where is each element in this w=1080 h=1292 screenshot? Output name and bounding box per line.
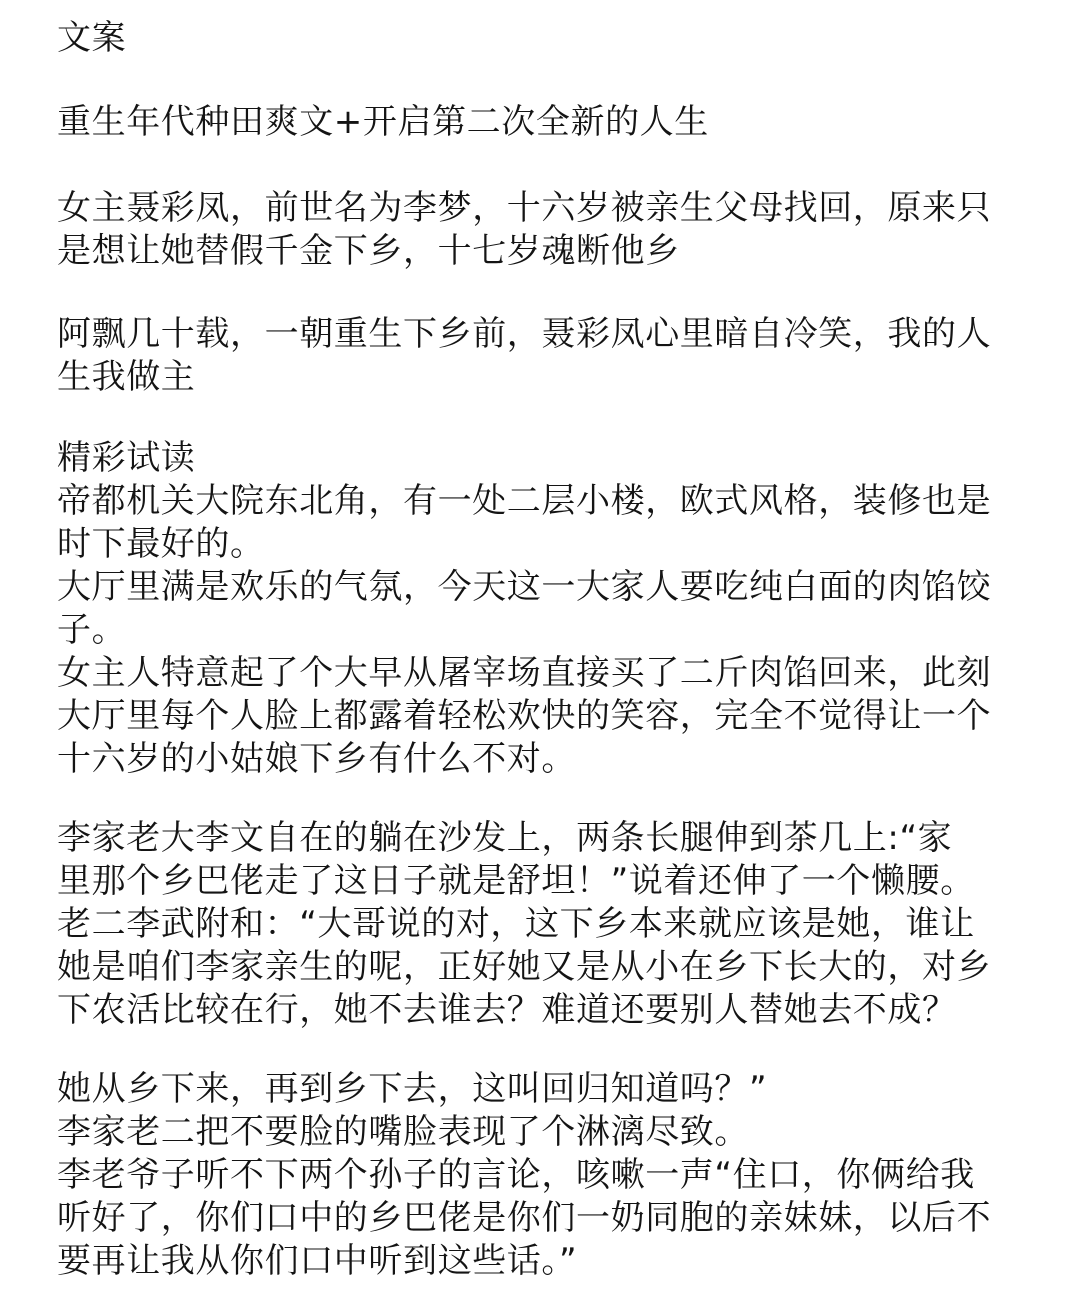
- excerpt-line: 李家老二把不要脸的嘴脸表现了个淋漓尽致。: [57, 1112, 749, 1152]
- synopsis-line: 阿飘几十载，一朝重生下乡前，聂彩凤心里暗自冷笑，我的人: [57, 314, 992, 354]
- excerpt-line: 李家老大李文自在的躺在沙发上，两条长腿伸到茶几上:“家: [57, 818, 953, 858]
- excerpt-line: 子。: [57, 610, 127, 650]
- excerpt-line: 听好了，你们口中的乡巴佬是你们一奶同胞的亲妹妹，以后不: [57, 1198, 992, 1238]
- excerpt-line: 帝都机关大院东北角，有一处二层小楼，欧式风格，装修也是: [57, 481, 992, 521]
- excerpt-line: 时下最好的。: [57, 524, 265, 564]
- excerpt-line: 下农活比较在行，她不去谁去？难道还要别人替她去不成？: [57, 990, 957, 1030]
- tagline: 重生年代种田爽文+开启第二次全新的人生: [57, 102, 709, 142]
- excerpt-line: 十六岁的小姑娘下乡有什么不对。: [57, 739, 576, 779]
- excerpt-title: 精彩试读: [57, 438, 196, 478]
- synopsis-line: 生我做主: [57, 357, 196, 397]
- synopsis-line: 女主聂彩凤，前世名为李梦，十六岁被亲生父母找回，原来只: [57, 188, 992, 228]
- excerpt-line: 她是咱们李家亲生的呢，正好她又是从小在乡下长大的，对乡: [57, 947, 992, 987]
- excerpt-line: 女主人特意起了个大早从屠宰场直接买了二斤肉馅回来，此刻: [57, 653, 992, 693]
- excerpt-line: 大厅里满是欢乐的气氛，今天这一大家人要吃纯白面的肉馅饺: [57, 567, 992, 607]
- excerpt-line: 要再让我从你们口中听到这些话。”: [57, 1241, 578, 1281]
- excerpt-line: 大厅里每个人脸上都露着轻松欢快的笑容，完全不觉得让一个: [57, 696, 992, 736]
- excerpt-line: 里那个乡巴佬走了这日子就是舒坦！”说着还伸了一个懒腰。: [57, 861, 975, 901]
- excerpt-line: 她从乡下来，再到乡下去，这叫回归知道吗？”: [57, 1069, 768, 1109]
- synopsis-line: 是想让她替假千金下乡，十七岁魂断他乡: [57, 231, 680, 271]
- excerpt-line: 老二李武附和：“大哥说的对，这下乡本来就应该是她，谁让: [57, 904, 975, 944]
- excerpt-line: 李老爷子听不下两个孙子的言论，咳嗽一声“住口，你俩给我: [57, 1155, 975, 1195]
- document-heading: 文案: [57, 18, 127, 58]
